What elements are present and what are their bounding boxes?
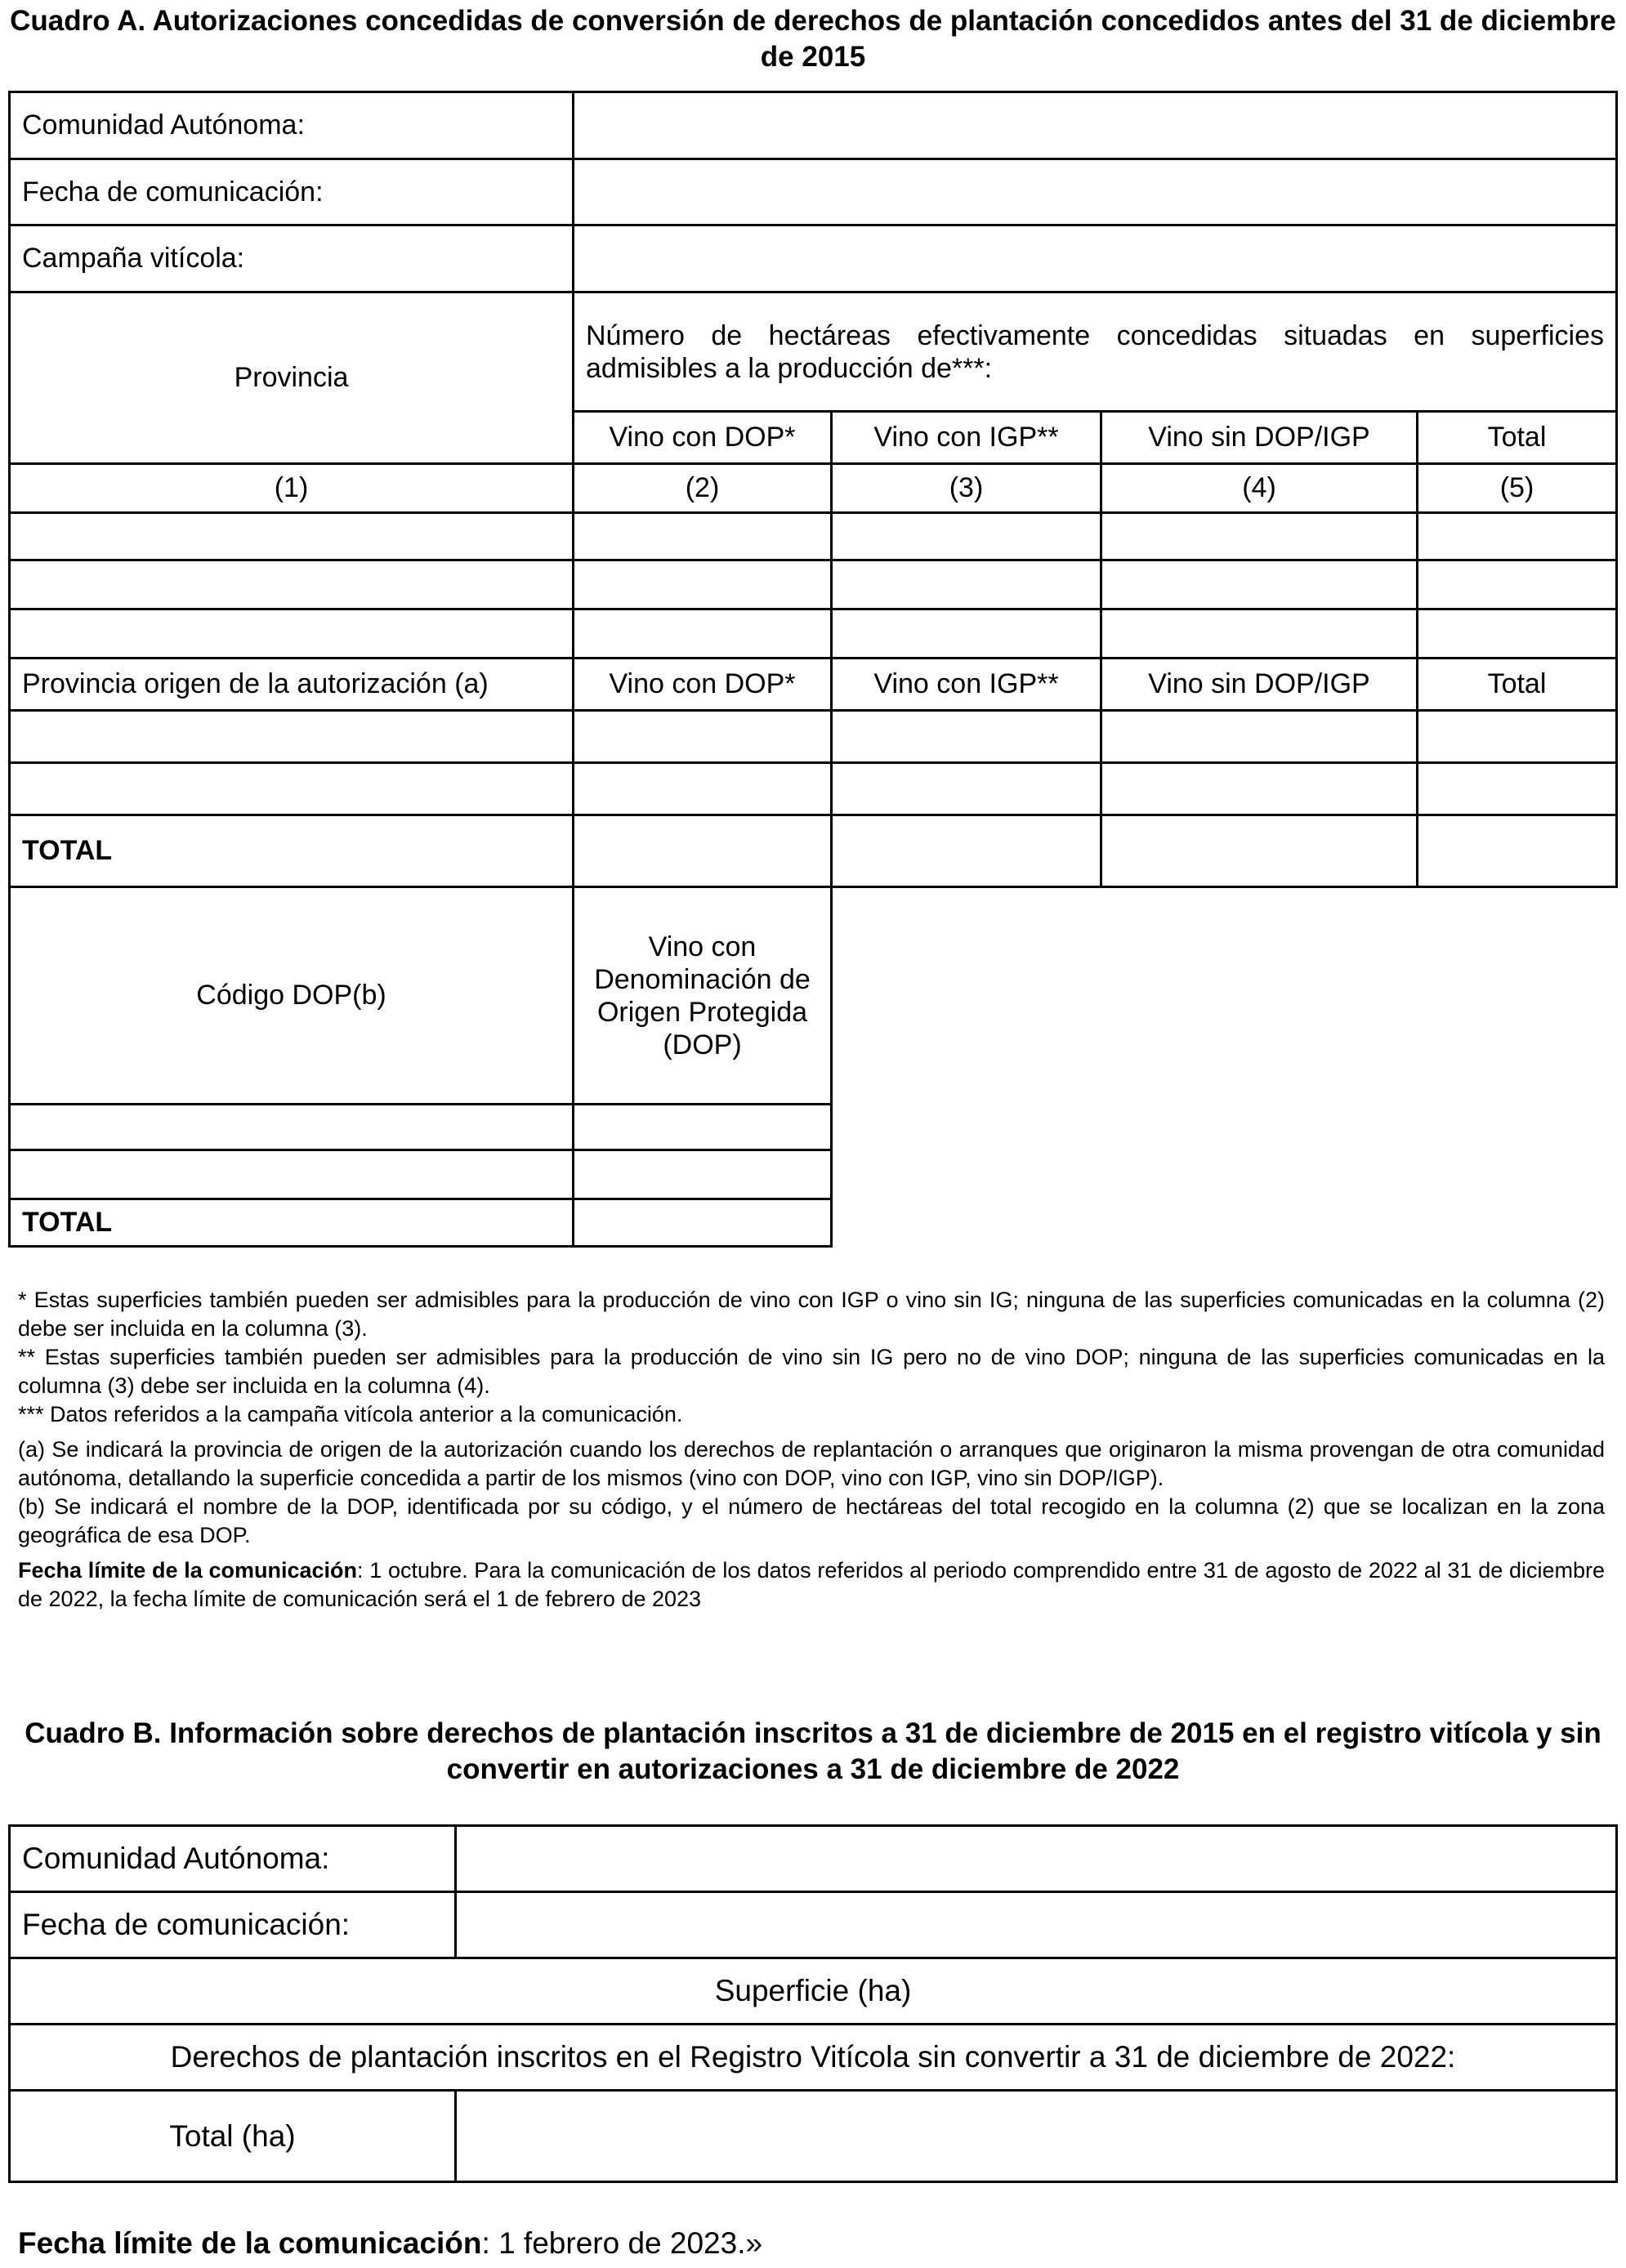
data-cell[interactable]: [10, 609, 574, 659]
table-row: [10, 560, 1617, 609]
col-number-4: (4): [1101, 464, 1418, 513]
total-label: TOTAL: [10, 815, 574, 887]
table-row: [10, 711, 1617, 763]
table-row: [10, 1150, 832, 1199]
dop-total-cell[interactable]: [574, 1199, 832, 1247]
vino-dop-header: Vino con Denominación de Origen Protegida (DOP): [574, 887, 832, 1105]
deadline-b: [18, 2226, 762, 2261]
footnote-a: (a) Se indicará la provincia de origen de la autorización cuando los derechos de replantación o arranques que originaron la misma provengan de otra comunidad autónoma, detallando la superficie concedida a partir de los mismos (vino con DOP, vino con IGP, vino sin DOP/IGP).: [18, 1437, 1605, 1490]
col-number-3: (3): [832, 464, 1101, 513]
data-cell[interactable]: [574, 609, 832, 659]
data-cell[interactable]: [10, 763, 574, 815]
data-cell[interactable]: [832, 513, 1101, 560]
comunidad-label: Comunidad Autónoma:: [10, 92, 574, 159]
cuadro-b-title: Cuadro B. Información sobre derechos de plantación inscritos a 31 de diciembre de 2015 en el registro vitícola y sin convertir en autorizaciones a 31 de diciembre de 2022: [25, 1717, 1601, 1785]
col-header-dop: Vino con DOP*: [574, 412, 832, 464]
data-cell[interactable]: [832, 711, 1101, 763]
origen-col-header-igp: Vino con IGP**: [832, 659, 1101, 711]
deadline-a-label: Fecha límite de la comunicación: [18, 1558, 358, 1583]
cuadro-a-table: [8, 91, 1618, 888]
footnote-1: * Estas superficies también pueden ser admisibles para la producción de vino con IGP o vino sin IG; ninguna de las superficies comunicadas en la columna (2) debe ser incluida en la columna (3).: [18, 1288, 1605, 1341]
cuadro-a-title: Cuadro A. Autorizaciones concedidas de conversión de derechos de plantación concedidos antes del 31 de diciembre de 2015: [10, 5, 1616, 73]
total-cell[interactable]: [1101, 815, 1418, 887]
cuadro-b-table: [8, 1824, 1618, 2183]
data-cell[interactable]: [574, 560, 832, 609]
b-total-label: Total (ha): [10, 2091, 456, 2182]
footnotes: [18, 1286, 1605, 1614]
data-cell[interactable]: [1418, 711, 1617, 763]
b-superficie-header: Superficie (ha): [10, 1958, 1617, 2025]
data-cell[interactable]: [1101, 711, 1418, 763]
total-cell[interactable]: [1418, 815, 1617, 887]
deadline-a-text: : 1 octubre. Para la comunicación de los datos referidos al periodo comprendido entre 31 de agosto de 2022 al 31 de diciembre de 2022, la fecha límite de comunicación será el 1 de febrero de 2023: [18, 1558, 1605, 1611]
data-cell[interactable]: [1418, 763, 1617, 815]
data-cell[interactable]: [1101, 513, 1418, 560]
data-cell[interactable]: [574, 1150, 832, 1199]
data-cell[interactable]: [832, 609, 1101, 659]
origen-col-header-dop: Vino con DOP*: [574, 659, 832, 711]
b-derechos-header: Derechos de plantación inscritos en el Registro Vitícola sin convertir a 31 de diciembre de 2022:: [10, 2025, 1617, 2091]
data-cell[interactable]: [574, 763, 832, 815]
col-number-5: (5): [1418, 464, 1617, 513]
data-cell[interactable]: [10, 513, 574, 560]
data-cell[interactable]: [1418, 513, 1617, 560]
data-cell[interactable]: [10, 560, 574, 609]
col-header-igp: Vino con IGP**: [832, 412, 1101, 464]
data-cell[interactable]: [1101, 560, 1418, 609]
campana-value-cell[interactable]: [574, 225, 1617, 292]
col-header-total: Total: [1418, 412, 1617, 464]
data-cell[interactable]: [574, 711, 832, 763]
table-row: [10, 763, 1617, 815]
hectareas-header: Número de hectáreas efectivamente concedidas situadas en superficies admisibles a la producción de***:: [574, 292, 1617, 412]
provincia-header: Provincia: [10, 292, 574, 464]
b-fecha-value-cell[interactable]: [456, 1892, 1617, 1958]
footnote-3: *** Datos referidos a la campaña vitícola anterior a la comunicación.: [18, 1402, 683, 1426]
origen-col-header-sin: Vino sin DOP/IGP: [1101, 659, 1418, 711]
data-cell[interactable]: [10, 1105, 574, 1150]
footnote-b: (b) Se indicará el nombre de la DOP, identificada por su código, y el número de hectáreas del total recogido en la columna (2) que se localizan en la zona geográfica de esa DOP.: [18, 1494, 1605, 1547]
deadline-b-text: : 1 febrero de 2023.»: [481, 2226, 763, 2260]
provincia-origen-header: Provincia origen de la autorización (a): [10, 659, 574, 711]
deadline-a: [18, 1556, 1605, 1614]
total-cell[interactable]: [574, 815, 832, 887]
table-row: [10, 1105, 832, 1150]
footnote-2: ** Estas superficies también pueden ser admisibles para la producción de vino sin IG pero no de vino DOP; ninguna de las superficies comunicadas en la columna (3) debe ser incluida en la columna (4).: [18, 1345, 1605, 1398]
codigo-dop-table: [8, 886, 833, 1248]
data-cell[interactable]: [574, 513, 832, 560]
fecha-label: Fecha de comunicación:: [10, 159, 574, 225]
b-fecha-label: Fecha de comunicación:: [10, 1892, 456, 1958]
b-comunidad-label: Comunidad Autónoma:: [10, 1826, 456, 1892]
dop-total-label: TOTAL: [10, 1199, 574, 1247]
b-comunidad-value-cell[interactable]: [456, 1826, 1617, 1892]
comunidad-value-cell[interactable]: [574, 92, 1617, 159]
col-number-2: (2): [574, 464, 832, 513]
data-cell[interactable]: [832, 763, 1101, 815]
data-cell[interactable]: [10, 711, 574, 763]
b-total-value-cell[interactable]: [456, 2091, 1617, 2182]
codigo-dop-header: Código DOP(b): [10, 887, 574, 1105]
deadline-b-label: Fecha límite de la comunicación: [18, 2226, 482, 2260]
campana-label: Campaña vitícola:: [10, 225, 574, 292]
col-number-1: (1): [10, 464, 574, 513]
data-cell[interactable]: [10, 1150, 574, 1199]
data-cell[interactable]: [1101, 763, 1418, 815]
total-cell[interactable]: [832, 815, 1101, 887]
data-cell[interactable]: [832, 560, 1101, 609]
table-row: [10, 609, 1617, 659]
data-cell[interactable]: [574, 1105, 832, 1150]
fecha-value-cell[interactable]: [574, 159, 1617, 225]
data-cell[interactable]: [1101, 609, 1418, 659]
data-cell[interactable]: [1418, 560, 1617, 609]
table-row: [10, 513, 1617, 560]
col-header-sin: Vino sin DOP/IGP: [1101, 412, 1418, 464]
origen-col-header-total: Total: [1418, 659, 1617, 711]
data-cell[interactable]: [1418, 609, 1617, 659]
